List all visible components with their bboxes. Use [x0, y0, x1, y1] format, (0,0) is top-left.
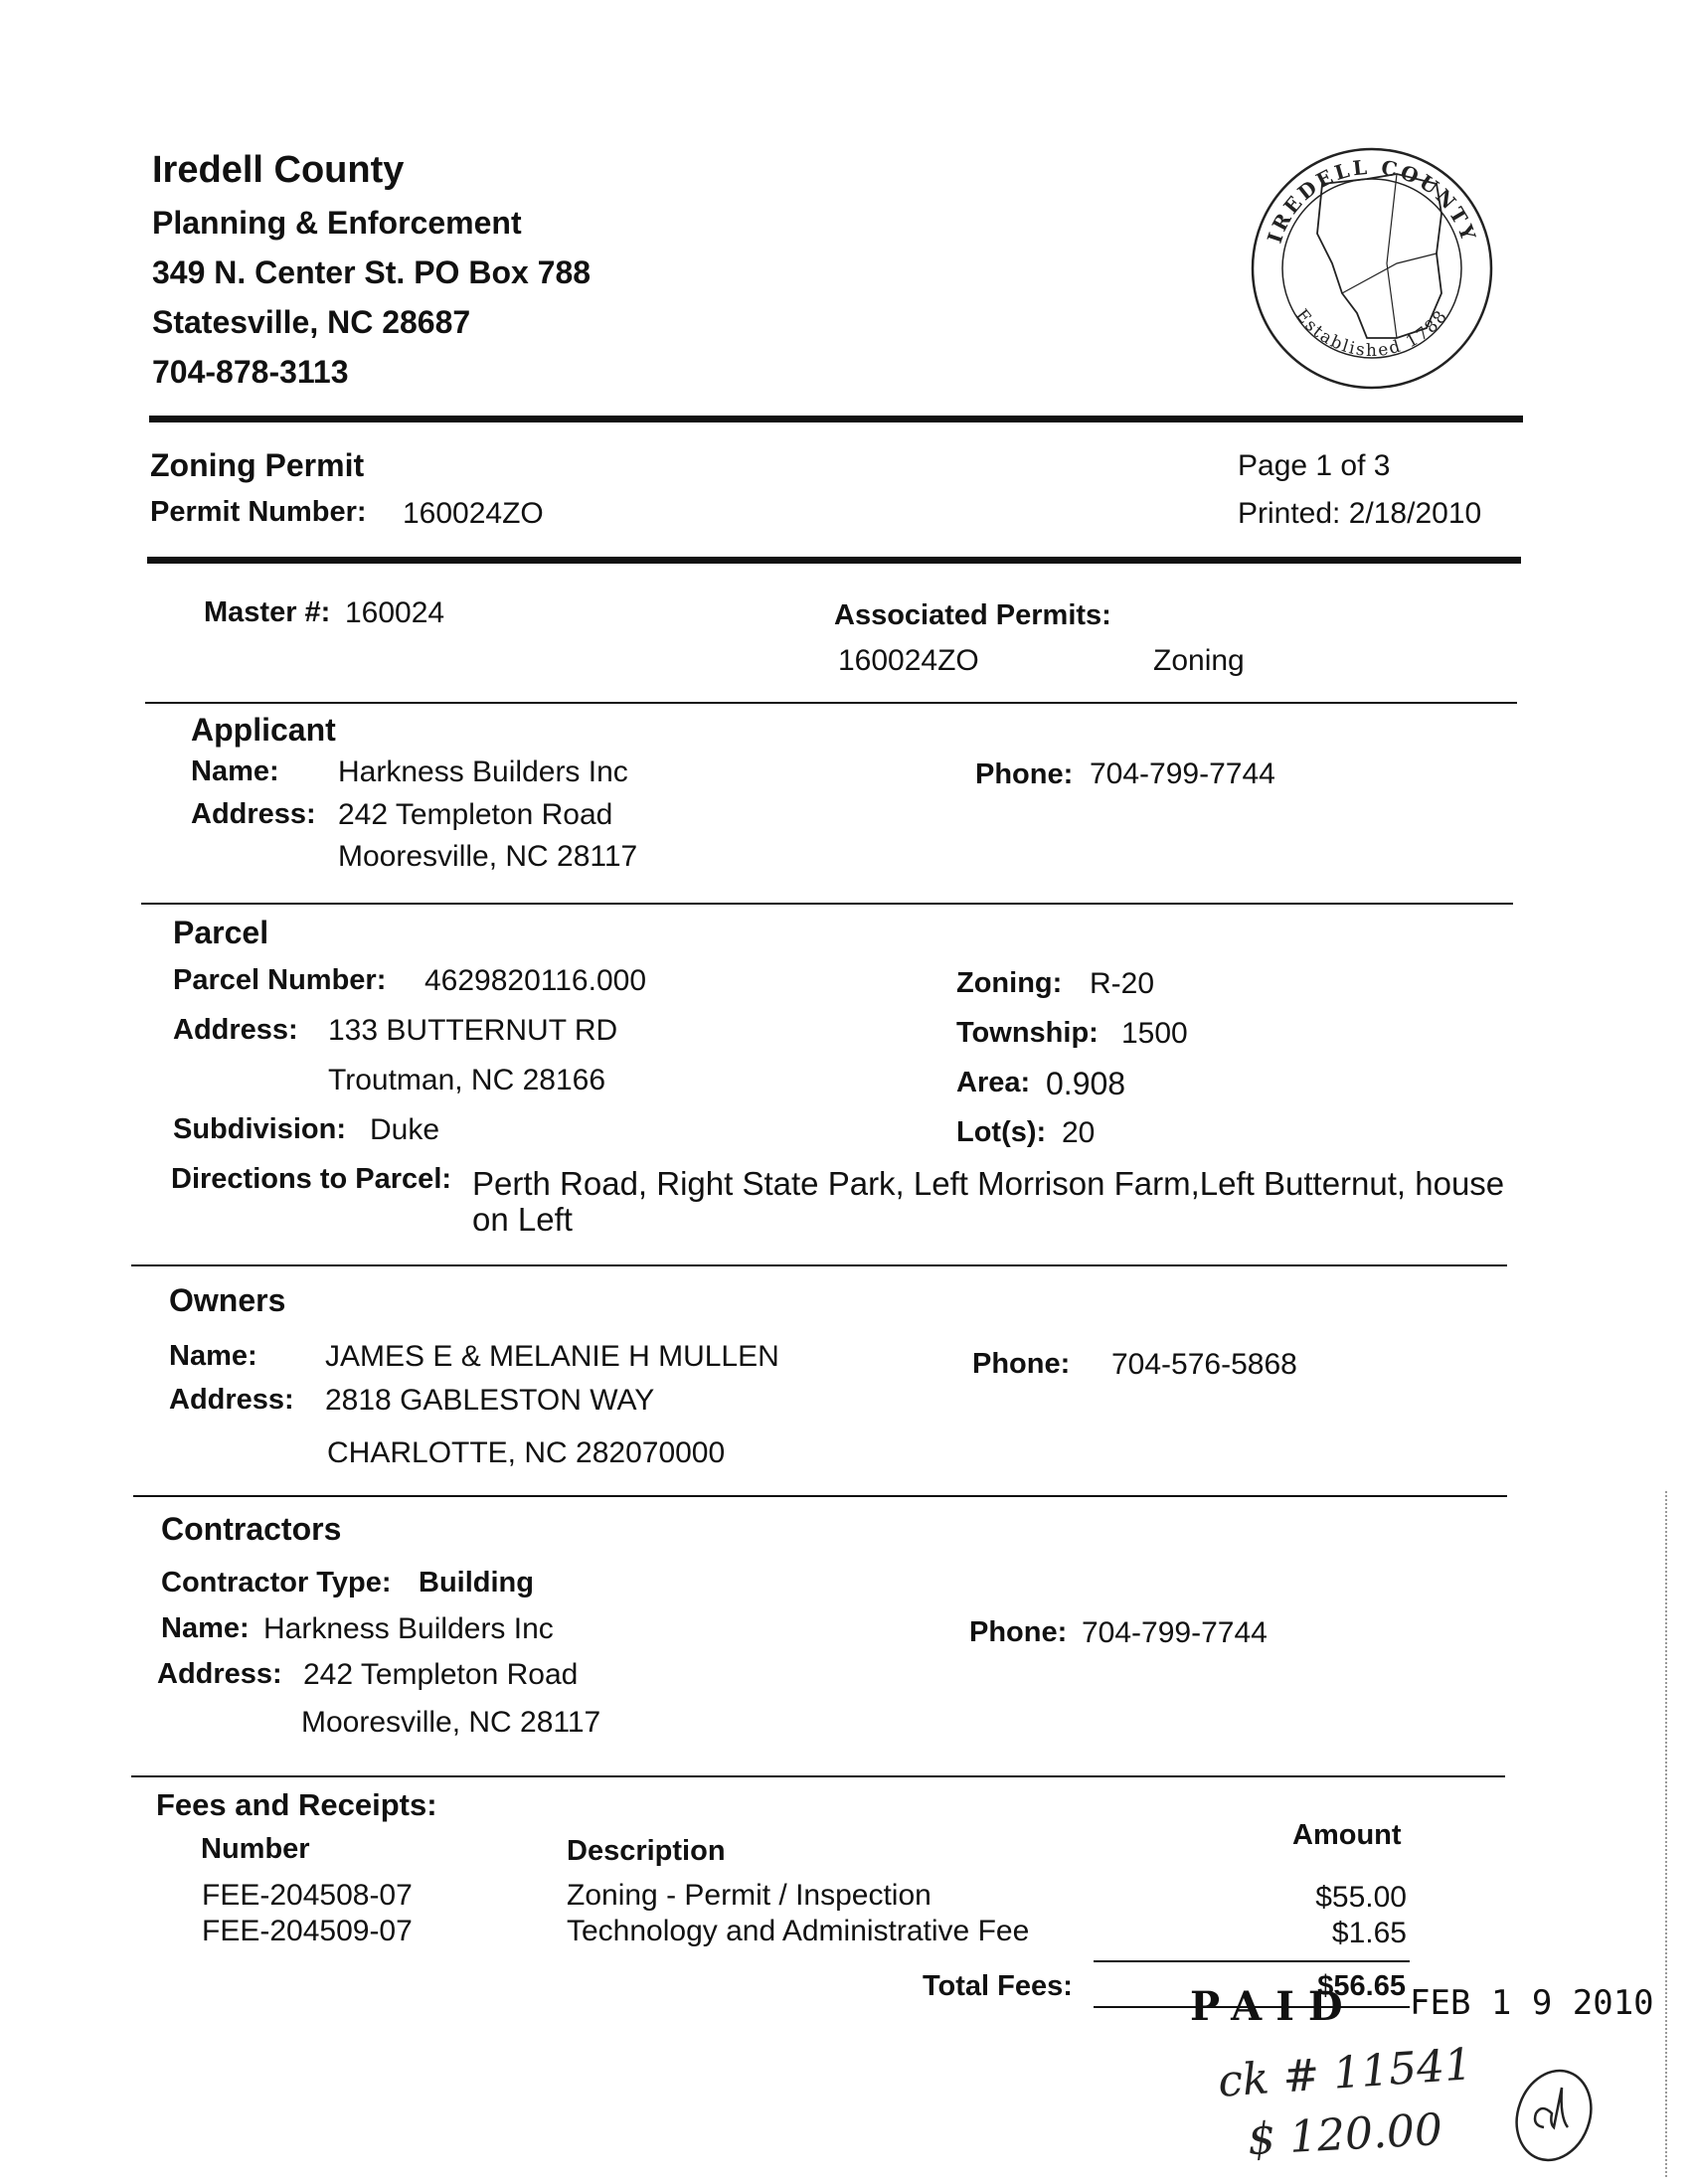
fee-row-description: Technology and Administrative Fee	[567, 1915, 1030, 1947]
fees-col-description: Description	[567, 1835, 726, 1867]
contractor-type-label: Contractor Type:	[161, 1567, 392, 1598]
office-city: Statesville, NC 28687	[152, 304, 471, 340]
zoning-label: Zoning:	[956, 967, 1063, 999]
handwritten-check-number: ck # 11541	[1216, 2039, 1474, 2107]
area-label: Area:	[956, 1067, 1031, 1098]
owner-phone: 704-576-5868	[1111, 1348, 1297, 1381]
contractor-name: Harkness Builders Inc	[263, 1612, 554, 1645]
master-number: 160024	[345, 596, 445, 629]
directions-line1: Perth Road, Right State Park, Left Morrison Farm,Left Butternut, house	[472, 1165, 1505, 1202]
paid-stamp-date: FEB 1 9 2010	[1410, 1983, 1654, 2023]
applicant-name-label: Name:	[191, 756, 279, 787]
directions-label: Directions to Parcel:	[171, 1163, 452, 1195]
lots-label: Lot(s):	[956, 1116, 1047, 1148]
subdivision: Duke	[370, 1113, 440, 1146]
section-divider	[133, 1495, 1507, 1497]
contractors-heading: Contractors	[161, 1511, 342, 1547]
contractor-address-line1: 242 Templeton Road	[303, 1658, 579, 1691]
permit-divider	[147, 557, 1521, 564]
zoning-value: R-20	[1090, 967, 1155, 1000]
applicant-name: Harkness Builders Inc	[338, 756, 628, 788]
office-phone: 704-878-3113	[152, 354, 349, 390]
office-address: 349 N. Center St. PO Box 788	[152, 254, 592, 290]
fees-heading: Fees and Receipts:	[156, 1787, 437, 1822]
section-divider	[131, 1264, 1507, 1266]
county-name: Iredell County	[152, 149, 405, 191]
contractor-type: Building	[419, 1567, 534, 1598]
lots-value: 20	[1062, 1116, 1096, 1149]
associated-permits-label: Associated Permits:	[834, 599, 1111, 631]
fees-col-number: Number	[201, 1833, 310, 1865]
contractor-address-line2: Mooresville, NC 28117	[301, 1706, 601, 1739]
fee-row-description: Zoning - Permit / Inspection	[567, 1879, 932, 1912]
printed-date: Printed: 2/18/2010	[1238, 497, 1482, 530]
owner-name-label: Name:	[169, 1340, 257, 1372]
scan-edge-artifact	[1665, 1491, 1668, 2177]
owner-name: JAMES E & MELANIE H MULLEN	[325, 1340, 779, 1373]
parcel-number-label: Parcel Number:	[173, 964, 387, 996]
permit-title: Zoning Permit	[150, 447, 365, 483]
subdivision-label: Subdivision:	[173, 1113, 346, 1145]
county-seal-icon	[1248, 144, 1496, 393]
owner-address-label: Address:	[169, 1384, 294, 1416]
handwritten-amount: $ 120.00	[1246, 2103, 1444, 2166]
owner-address-line1: 2818 GABLESTON WAY	[325, 1384, 655, 1417]
associated-permit-type: Zoning	[1153, 644, 1245, 677]
parcel-heading: Parcel	[173, 915, 269, 950]
directions-line2: on Left	[472, 1201, 573, 1238]
township-label: Township:	[956, 1017, 1099, 1049]
owner-address-line2: CHARLOTTE, NC 282070000	[327, 1436, 726, 1469]
parcel-address-line2: Troutman, NC 28166	[328, 1064, 606, 1096]
department-name: Planning & Enforcement	[152, 205, 522, 241]
page-indicator: Page 1 of 3	[1238, 449, 1391, 482]
parcel-address-label: Address:	[173, 1014, 298, 1046]
header-divider	[149, 416, 1523, 422]
section-divider	[131, 1775, 1505, 1777]
fees-col-amount: Amount	[1292, 1819, 1402, 1851]
permit-number-label: Permit Number:	[150, 496, 367, 528]
fee-row-amount: $55.00	[1315, 1881, 1407, 1914]
applicant-address-label: Address:	[191, 798, 316, 830]
applicant-phone-label: Phone:	[975, 758, 1074, 790]
applicant-address-line1: 242 Templeton Road	[338, 798, 613, 831]
parcel-address-line1: 133 BUTTERNUT RD	[328, 1014, 618, 1047]
section-divider	[141, 903, 1513, 905]
svg-text:Established 1788: Established 1788	[1291, 305, 1452, 361]
associated-permit-number: 160024ZO	[838, 644, 979, 677]
parcel-number: 4629820116.000	[424, 964, 647, 997]
applicant-address-line2: Mooresville, NC 28117	[338, 840, 638, 873]
fee-row-amount: $1.65	[1331, 1917, 1407, 1949]
handwritten-initials-icon	[1506, 2058, 1606, 2167]
svg-text:IREDELL COUNTY: IREDELL COUNTY	[1262, 154, 1482, 247]
fee-row-number: FEE-204509-07	[202, 1915, 413, 1947]
paid-stamp: PAID	[1190, 1983, 1357, 2030]
township-value: 1500	[1121, 1017, 1188, 1050]
applicant-phone: 704-799-7744	[1090, 757, 1275, 790]
applicant-heading: Applicant	[191, 712, 336, 748]
owner-phone-label: Phone:	[972, 1348, 1071, 1380]
contractor-name-label: Name:	[161, 1612, 250, 1644]
master-label: Master #:	[204, 596, 331, 628]
contractor-phone: 704-799-7744	[1082, 1616, 1268, 1649]
section-divider	[145, 702, 1517, 704]
permit-number: 160024ZO	[403, 497, 544, 530]
owners-heading: Owners	[169, 1282, 286, 1318]
area-value: 0.908	[1046, 1066, 1126, 1101]
total-divider	[1094, 1960, 1410, 1962]
total-fees-amount: $56.65	[1317, 1970, 1406, 2002]
contractor-phone-label: Phone:	[969, 1616, 1068, 1648]
total-fees-label: Total Fees:	[923, 1970, 1073, 2002]
contractor-address-label: Address:	[157, 1658, 282, 1690]
fee-row-number: FEE-204508-07	[202, 1879, 413, 1912]
